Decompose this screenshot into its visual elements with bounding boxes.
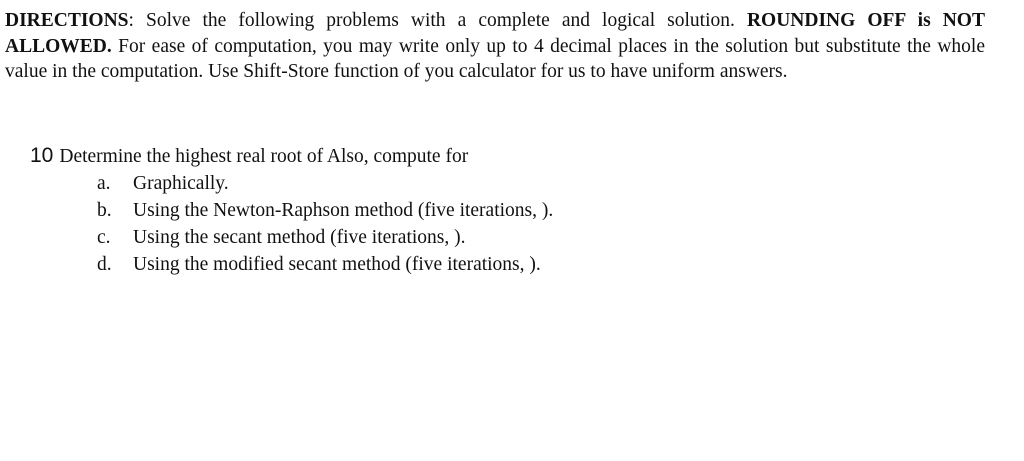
item-letter: b. [97, 200, 112, 221]
item-letter: a. [97, 173, 111, 194]
directions-emphasis: ROUNDING OFF is NOT ALLOWED. [5, 10, 985, 57]
list-item [97, 197, 553, 224]
directions-paragraph [5, 8, 985, 85]
item-letter: d. [97, 254, 112, 275]
directions-label: DIRECTIONS [5, 10, 129, 31]
item-text: Using the modified secant method (five iterations, ). [133, 254, 541, 275]
problem-number: 10 [30, 144, 54, 167]
item-text: Using the Newton-Raphson method (five iterations, ). [133, 200, 554, 221]
list-item [97, 224, 553, 251]
problem-text: Determine the highest real root of Also, compute for [59, 146, 469, 167]
list-item [97, 170, 553, 197]
problem-statement [30, 143, 468, 170]
directions-sentence-1: : Solve the following problems with a complete and logical solution. [128, 10, 747, 31]
directions-sentence-2: For ease of computation, you may write only up to 4 decimal places in the solution but substitute the whole value in the computation. Use Shift-Store function of you calculator for us to have uniform answers. [5, 35, 985, 82]
item-text: Graphically. [133, 173, 229, 194]
list-item [97, 251, 553, 278]
item-letter: c. [97, 227, 111, 248]
problem-items-list [97, 170, 553, 278]
item-text: Using the secant method (five iterations, ). [133, 227, 466, 248]
